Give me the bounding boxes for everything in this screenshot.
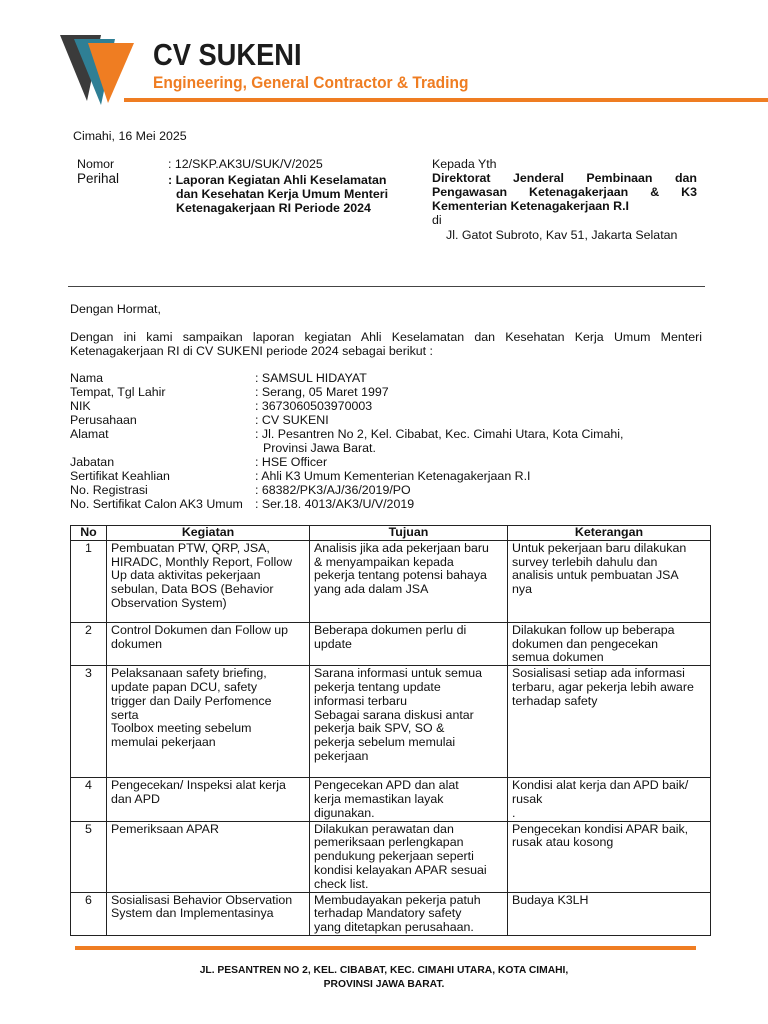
tujuan-line: Sarana informasi untuk semua (314, 666, 483, 681)
keterangan-line: Sosialisasi setiap ada informasi (512, 666, 685, 681)
cell-no: 5 (71, 821, 107, 892)
table-row (71, 892, 711, 935)
cell-keterangan (508, 666, 711, 778)
footer-address-line-1: JL. PESANTREN NO 2, KEL. CIBABAT, KEC. CIMAHI UTARA, KOTA CIMAHI, (199, 965, 569, 976)
table-row (71, 622, 711, 665)
tujuan-line: update (314, 636, 352, 651)
kegiatan-line: Pengecekan/ Inspeksi alat kerja (111, 778, 286, 793)
tujuan-line: Analisis jika ada pekerjaan baru (314, 540, 489, 555)
nomor-value: : 12/SKP.AK3U/SUK/V/2025 (168, 157, 323, 171)
table-row (71, 666, 711, 778)
recipient-address: Jl. Gatot Subroto, Kav 51, Jakarta Selatan (446, 228, 678, 242)
kegiatan-line: serta (111, 707, 139, 722)
identity-label-alamat: Alamat (70, 427, 109, 441)
tujuan-line: Membudayakan pekerja patuh (314, 892, 481, 907)
salutation: Dengan Hormat, (70, 302, 161, 316)
activity-table (70, 525, 711, 936)
tujuan-line: terhadap Mandatory safety (314, 906, 462, 921)
cell-kegiatan (107, 821, 310, 892)
identity-label-perusahaan: Perusahaan (70, 413, 137, 427)
recipient-line-2: Pengawasan Ketenagakerjaan & K3 (432, 185, 697, 199)
tujuan-line: pekerja tentang update (314, 679, 441, 694)
identity-value-nama: : SAMSUL HIDAYAT (255, 371, 367, 385)
perihal-line-1: : Laporan Kegiatan Ahli Keselamatan (168, 173, 387, 187)
kegiatan-line: trigger dan Daily Perfomence (111, 693, 272, 708)
identity-label-sertifikat: Sertifikat Keahlian (70, 469, 170, 483)
identity-value-alamat: : Jl. Pesantren No 2, Kel. Cibabat, Kec. Cimahi Utara, Kota Cimahi, (255, 427, 624, 441)
kegiatan-line: Observation System) (111, 595, 227, 610)
cell-kegiatan (107, 540, 310, 622)
tujuan-line: Dilakukan perawatan dan (314, 821, 454, 836)
keterangan-line: terhadap safety (512, 693, 598, 708)
kegiatan-line: sebulan, Data BOS (Behavior (111, 582, 274, 597)
header-no: No (71, 526, 107, 541)
kegiatan-line: Toolbox meeting sebelum (111, 721, 252, 736)
kegiatan-line: Pembuatan PTW, QRP, JSA, (111, 540, 270, 555)
keterangan-line: Dilakukan follow up beberapa (512, 622, 675, 637)
tujuan-line: kerja memastikan layak (314, 791, 444, 806)
letter-divider (68, 286, 705, 287)
tujuan-line: pendukung pekerjaan seperti (314, 849, 474, 864)
perihal-label: Perihal (77, 171, 120, 186)
tujuan-line: pekerja baik SPV, SO & (314, 721, 445, 736)
kegiatan-line: dokumen (111, 636, 162, 651)
identity-value-registrasi: : 68382/PK3/AJ/36/2019/PO (255, 483, 411, 497)
cell-tujuan (310, 821, 508, 892)
cell-no: 1 (71, 540, 107, 622)
perihal-line-2: dan Kesehatan Kerja Umum Menteri (176, 187, 389, 201)
identity-value-jabatan: : HSE Officer (255, 455, 328, 469)
kegiatan-line: Control Dokumen dan Follow up (111, 622, 289, 637)
keterangan-line: nya (512, 582, 532, 597)
cell-kegiatan (107, 778, 310, 821)
tujuan-line: Sebagai sarana diskusi antar (314, 707, 474, 722)
tujuan-line: pemeriksaan perlengkapan (314, 835, 464, 850)
kegiatan-line: Up data aktivitas pekerjaan (111, 568, 261, 583)
keterangan-line: dokumen dan pengecekan (512, 636, 659, 651)
header-tujuan: Tujuan (310, 526, 508, 541)
identity-label-nama: Nama (70, 371, 104, 385)
table-row (71, 540, 711, 622)
tujuan-line: digunakan. (314, 805, 375, 820)
cell-kegiatan (107, 892, 310, 935)
cell-kegiatan (107, 622, 310, 665)
keterangan-line: survey terlebih dahulu dan (512, 554, 658, 569)
identity-value-alamat-2: Provinsi Jawa Barat. (263, 441, 376, 455)
tujuan-line: pekerja sebelum memulai (314, 735, 456, 750)
tujuan-line: pekerja tentang potensi bahaya (314, 568, 487, 583)
keterangan-line: Untuk pekerjaan baru dilakukan (512, 540, 687, 555)
identity-label-sertifikat-calon: No. Sertifikat Calon AK3 Umum (70, 497, 243, 511)
footer-divider (75, 946, 696, 950)
cell-keterangan (508, 892, 711, 935)
cell-kegiatan (107, 666, 310, 778)
recipient-greeting: Kepada Yth (432, 157, 497, 171)
footer-address-line-2: PROVINSI JAWA BARAT. (323, 979, 445, 990)
kegiatan-line: update papan DCU, safety (111, 679, 258, 694)
intro-paragraph: Dengan ini kami sampaikan laporan kegiatan Ahli Keselamatan dan Kesehatan Kerja Umum Menteri Ketenagakerjaan RI di CV SUKENI periode 2024 sebagai berikut : (70, 330, 702, 358)
cell-tujuan (310, 892, 508, 935)
perihal-line-3: Ketenagakerjaan RI Periode 2024 (176, 201, 371, 215)
kegiatan-line: System dan Implementasinya (111, 906, 274, 921)
identity-label-jabatan: Jabatan (70, 455, 115, 469)
company-name: CV SUKENI (153, 37, 302, 72)
keterangan-line: . (512, 805, 516, 820)
kegiatan-line: HIRADC, Monthly Report, Follow (111, 554, 293, 569)
nomor-label: Nomor (77, 157, 115, 171)
cell-tujuan (310, 778, 508, 821)
kegiatan-line: Sosialisasi Behavior Observation (111, 892, 293, 907)
tujuan-line: yang ditetapkan perusahaan. (314, 920, 474, 935)
identity-label-nik: NIK (70, 399, 91, 413)
tujuan-line: yang ada dalam JSA (314, 582, 429, 597)
tujuan-line: informasi terbaru (314, 693, 407, 708)
identity-value-nik: : 3673060503970003 (255, 399, 373, 413)
keterangan-line: Kondisi alat kerja dan APD baik/ (512, 778, 689, 793)
identity-label-registrasi: No. Registrasi (70, 483, 148, 497)
company-logo (60, 33, 135, 105)
kegiatan-line: memulai pekerjaan (111, 735, 216, 750)
tujuan-line: pekerjaan (314, 748, 369, 763)
tujuan-line: kondisi kelayakan APAR sesuai (314, 862, 487, 877)
cell-no: 3 (71, 666, 107, 778)
cell-keterangan (508, 778, 711, 821)
recipient-line-3: Kementerian Ketenagakerjaan R.I (432, 199, 629, 213)
keterangan-line: Pengecekan kondisi APAR baik, (512, 821, 689, 836)
header-keterangan: Keterangan (508, 526, 711, 541)
recipient-di: di (432, 213, 442, 227)
table-row (71, 778, 711, 821)
cell-tujuan (310, 666, 508, 778)
keterangan-line: terbaru, agar pekerja lebih aware (512, 679, 694, 694)
keterangan-line: rusak (512, 791, 543, 806)
keterangan-line: rusak atau kosong (512, 835, 614, 850)
identity-value-sertifikat: : Ahli K3 Umum Kementerian Ketenagakerjaan R.I (255, 469, 531, 483)
identity-value-sertifikat-calon: : Ser.18. 4013/AK3/U/V/2019 (255, 497, 415, 511)
keterangan-line: semua dokumen (512, 650, 604, 665)
identity-value-ttl: : Serang, 05 Maret 1997 (255, 385, 389, 399)
cell-keterangan (508, 622, 711, 665)
company-tagline: Engineering, General Contractor & Trading (153, 74, 469, 92)
cell-tujuan (310, 622, 508, 665)
cell-keterangan (508, 821, 711, 892)
tujuan-line: Beberapa dokumen perlu di (314, 622, 467, 637)
table-header-row (71, 526, 711, 541)
tujuan-line: & menyampaikan kepada (314, 554, 454, 569)
identity-value-perusahaan: : CV SUKENI (255, 413, 329, 427)
header-kegiatan: Kegiatan (107, 526, 310, 541)
cell-no: 6 (71, 892, 107, 935)
cell-no: 4 (71, 778, 107, 821)
kegiatan-line: Pemeriksaan APAR (111, 821, 219, 836)
kegiatan-line: dan APD (111, 791, 160, 806)
tujuan-line: check list. (314, 876, 369, 891)
kegiatan-line: Pelaksanaan safety briefing, (111, 666, 267, 681)
identity-label-ttl: Tempat, Tgl Lahir (70, 385, 166, 399)
keterangan-line: analisis untuk pembuatan JSA (512, 568, 679, 583)
recipient-line-1: Direktorat Jenderal Pembinaan dan (432, 171, 697, 185)
table-row (71, 821, 711, 892)
cell-no: 2 (71, 622, 107, 665)
tujuan-line: Pengecekan APD dan alat (314, 778, 459, 793)
keterangan-line: Budaya K3LH (512, 892, 589, 907)
letter-date: Cimahi, 16 Mei 2025 (73, 129, 187, 143)
cell-tujuan (310, 540, 508, 622)
cell-keterangan (508, 540, 711, 622)
header-divider (124, 98, 768, 102)
